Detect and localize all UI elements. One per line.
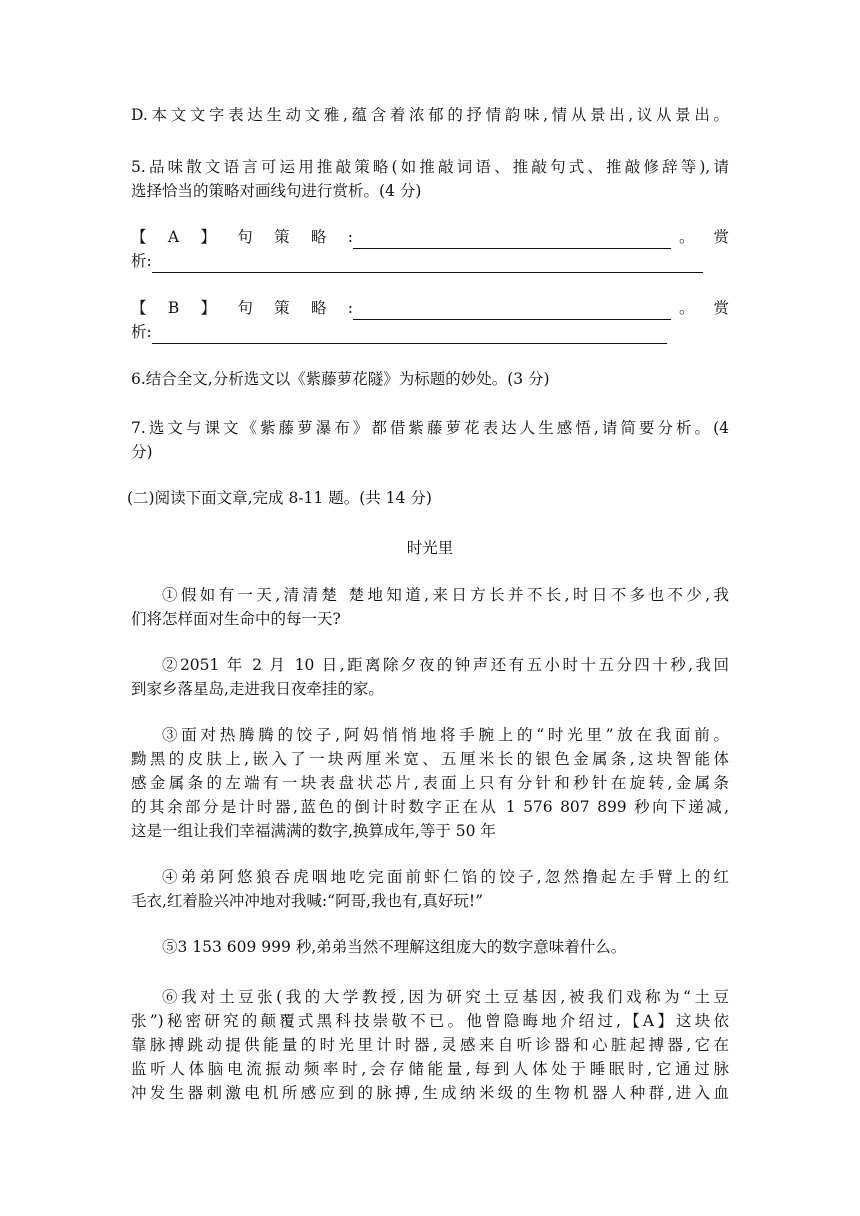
- answer-a-line-1: 【 A 】 句 策 略 : 。 赏: [131, 225, 729, 249]
- answer-b-line-1: 【 B 】 句 策 略 : 。 赏: [131, 296, 729, 320]
- paragraph-3-line-1: ③面对热腾腾的饺子,阿妈悄悄地将手腕上的“时光里”放在我面前。: [162, 726, 729, 744]
- paragraph-4-line-2: 毛衣,红着脸兴冲冲地对我喊:“阿哥,我也有,真好玩!”: [131, 892, 484, 910]
- answer-a-analysis-blank[interactable]: [152, 254, 703, 273]
- answer-b-analysis-blank[interactable]: [152, 325, 667, 344]
- paragraph-1-line-1: ①假如有一天,清清楚 楚地知道,来日方长并不长,时日不多也不少,我: [162, 586, 729, 604]
- paragraph-2-line-2: 到家乡落星岛,走进我日夜牵挂的家。: [131, 680, 384, 698]
- paragraph-6-line-5: 冲发生器刺激电机所感应到的脉搏,生成纳米级的生物机器人种群,进入血: [131, 1084, 729, 1102]
- paragraph-6-line-2: 张”)秘密研究的颠覆式黑科技崇敬不已。他曾隐晦地介绍过,【A】这块依: [131, 1012, 729, 1030]
- paragraph-5-line-1: ⑤3 153 609 999 秒,弟弟当然不理解这组庞大的数字意味着什么。: [162, 938, 627, 956]
- paragraph-3-line-4: 的其余部分是计时器,蓝色的倒计时数字正在从 1 576 807 899 秒向下递减,: [131, 798, 729, 816]
- answer-b-strategy-blank[interactable]: [353, 301, 671, 320]
- question-7-line-2: 分): [131, 443, 153, 461]
- paragraph-6-line-1: ⑥我对土豆张(我的大学教授,因为研究土豆基因,被我们戏称为“土豆: [162, 988, 729, 1006]
- paragraph-3-line-3: 感金属条的左端有一块表盘状芯片,表面上只有分针和秒针在旋转,金属条: [131, 774, 729, 792]
- answer-b-line-2: 析:: [131, 320, 729, 344]
- answer-a-strategy-blank[interactable]: [353, 230, 671, 249]
- paragraph-3-line-5: 这是一组让我们幸福满满的数字,换算成年,等于 50 年: [131, 822, 496, 840]
- paragraph-6-line-4: 监听人体脑电流振动频率时,会存储能量,每到人体处于睡眠时,它通过脉: [131, 1060, 729, 1078]
- paragraph-3-line-2: 黝黑的皮肤上,嵌入了一块两厘米宽、五厘米长的银色金属条,这块智能体: [131, 750, 729, 768]
- paragraph-4-line-1: ④弟弟阿悠狼吞虎咽地吃完面前虾仁馅的饺子,忽然撸起左手臂上的红: [162, 868, 729, 886]
- question-5-line-1: 5.品味散文语言可运用推敲策略(如推敲词语、推敲句式、推敲修辞等),请: [131, 158, 729, 176]
- option-d: D.本文文字表达生动文雅,蕴含着浓郁的抒情韵味,情从景出,议从景出。: [131, 106, 729, 124]
- section-2-heading: (二)阅读下面文章,完成 8-11 题。(共 14 分): [127, 489, 432, 507]
- paragraph-1-line-2: 们将怎样面对生命中的每一天?: [131, 610, 341, 628]
- answer-a-line-2: 析:: [131, 249, 729, 273]
- paragraph-2-line-1: ②2051 年 2 月 10 日,距离除夕夜的钟声还有五小时十五分四十秒,我回: [162, 656, 729, 674]
- paragraph-6-line-3: 靠脉搏跳动提供能量的时光里计时器,灵感来自听诊器和心脏起搏器,它在: [131, 1036, 729, 1054]
- answer-b-label: 【 B 】 句 策 略 :: [131, 299, 353, 317]
- question-7-line-1: 7.选文与课文《紫藤萝瀑布》都借紫藤萝花表达人生感悟,请简要分析。(4: [131, 419, 729, 437]
- question-5-line-2: 选择恰当的策略对画线句进行赏析。(4 分): [131, 182, 422, 200]
- article-title: 时光里: [406, 539, 454, 557]
- question-6: 6.结合全文,分析选文以《紫藤萝花隧》为标题的妙处。(3 分): [131, 370, 550, 388]
- answer-a-label: 【 A 】 句 策 略 :: [131, 228, 353, 246]
